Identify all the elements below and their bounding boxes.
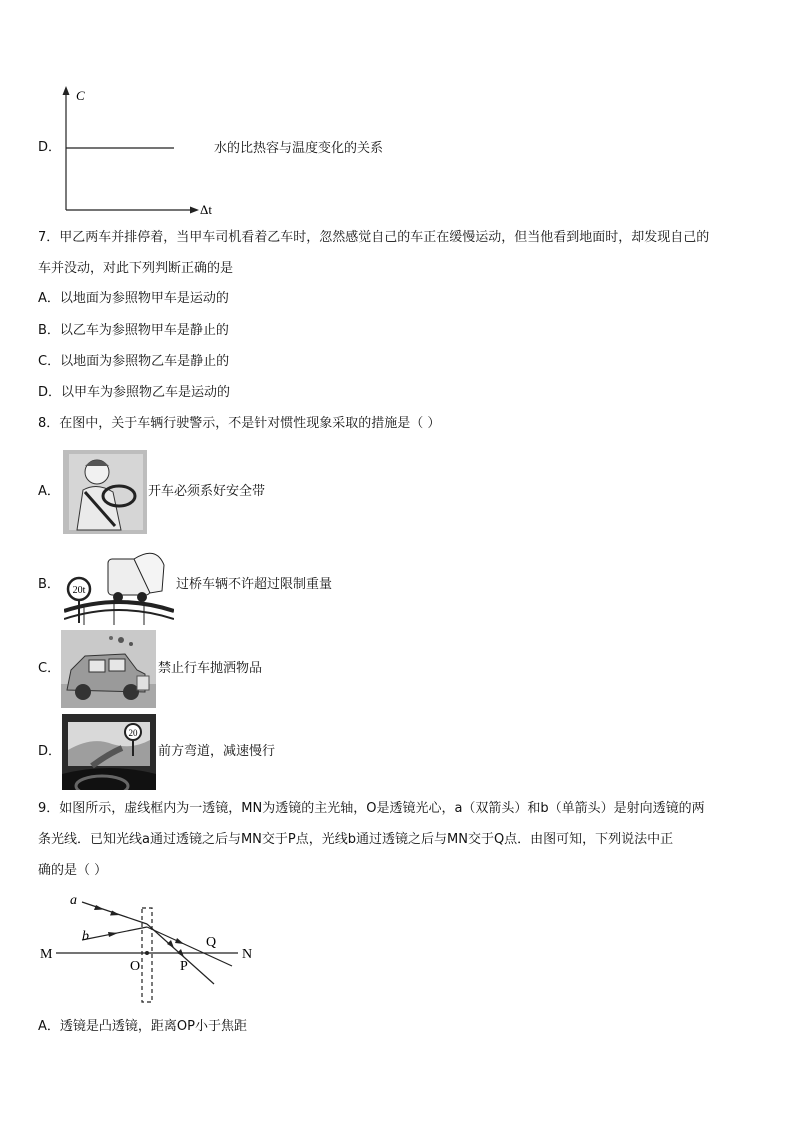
q8-option-d-text: 前方弯道，减速慢行 (158, 744, 276, 759)
seatbelt-driver-image[interactable] (63, 450, 147, 534)
x-axis-arrow-icon (190, 207, 199, 214)
q9-stem-line1: 9．如图所示，虚线框内为一透镜，MN为透镜的主光轴，O是透镜光心，a（双箭头）和b（单箭头）是射向透镜的两 (38, 801, 705, 816)
q7-option-b[interactable]: B．以乙车为参照物甲车是静止的 (38, 323, 229, 338)
littering-car-image[interactable] (61, 630, 156, 708)
q7-option-c[interactable]: C．以地面为参照物乙车是静止的 (38, 354, 230, 369)
optical-center-dot (145, 951, 149, 955)
c-vs-dt-graph (50, 80, 220, 220)
label-q: Q (206, 935, 217, 950)
label-n: N (242, 947, 253, 962)
lens-ray-diagram (38, 890, 268, 1010)
x-axis-label: Δt (200, 202, 212, 217)
label-p: P (180, 959, 188, 974)
curve-road-windshield-image[interactable] (62, 714, 156, 790)
q7-stem-line1: 7．甲乙两车并排停着，当甲车司机看着乙车时，忽然感觉自己的车正在缓慢运动，但当他看到地面时，却发现自己的 (38, 230, 710, 245)
q8-option-c-label: C． (38, 661, 61, 676)
q7-stem-line2: 车并没动，对此下列判断正确的是 (38, 261, 234, 276)
y-axis-arrow-icon (63, 86, 70, 95)
q8-option-a-text: 开车必须系好安全带 (148, 484, 266, 499)
y-axis-label: C (76, 88, 85, 103)
option-d-caption: 水的比热容与温度变化的关系 (214, 141, 384, 156)
label-b: b (82, 929, 89, 944)
q8-option-d-label: D． (38, 744, 62, 759)
q9-stem-line3: 确的是（ ） (38, 863, 108, 878)
q8-option-c-text: 禁止行车抛洒物品 (158, 661, 263, 676)
option-d-label: D． (38, 140, 62, 155)
q8-stem: 8．在图中，关于车辆行驶警示，不是针对惯性现象采取的措施是（ ） (38, 416, 441, 431)
speed-limit-sign-text: 20 (128, 728, 138, 738)
q9-option-a[interactable]: A．透镜是凸透镜，距离OP小于焦距 (38, 1019, 247, 1034)
bridge-weight-limit-image[interactable] (64, 545, 174, 625)
weight-limit-sign-text: 20t (72, 585, 86, 596)
label-m: M (40, 947, 53, 962)
q8-option-b-label: B． (38, 577, 60, 592)
ray-b-refracted (147, 927, 232, 966)
q9-stem-line2: 条光线．已知光线a通过透镜之后与MN交于P点，光线b通过透镜之后与MN交于Q点．由图可知，下列说法中正 (38, 832, 674, 847)
q8-option-b-text: 过桥车辆不许超过限制重量 (176, 577, 333, 592)
label-a: a (70, 893, 77, 908)
q8-option-a-label: A． (38, 484, 60, 499)
label-o: O (130, 959, 141, 974)
q7-option-a[interactable]: A．以地面为参照物甲车是运动的 (38, 291, 229, 306)
q7-option-d[interactable]: D．以甲车为参照物乙车是运动的 (38, 385, 231, 400)
